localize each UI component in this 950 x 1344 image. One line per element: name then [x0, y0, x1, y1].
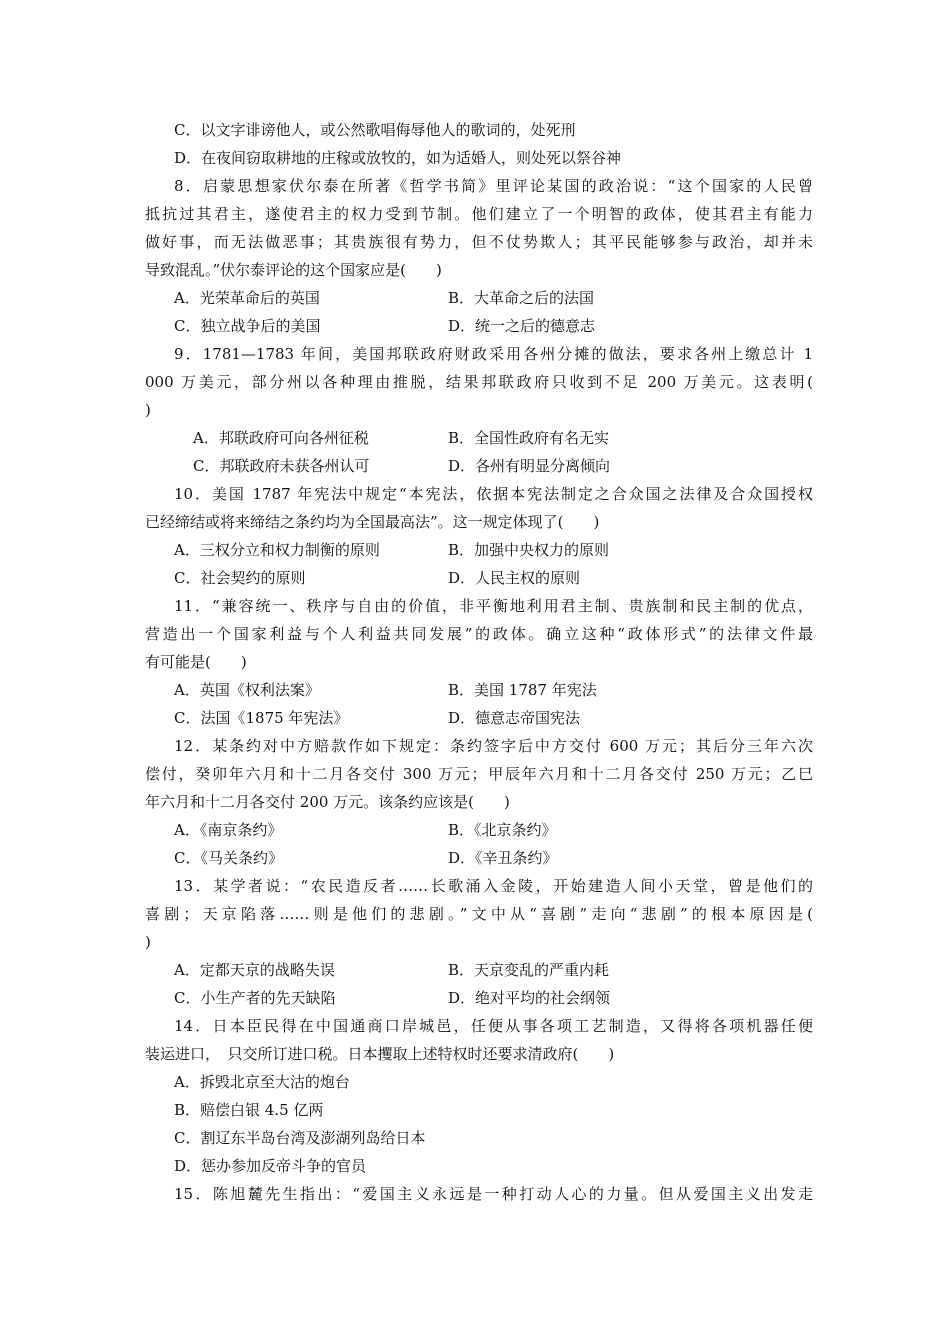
- q13-stem-line-1: 13．某学者说：“农民造反者……长歌涌入金陵，开始建造人间小天堂，曾是他们的: [174, 877, 813, 895]
- q12-option-b: B．《北京条约》: [448, 821, 557, 839]
- q8-option-d: D．统一之后的德意志: [448, 317, 596, 335]
- q8-stem-line-4: 导致混乱。”伏尔泰评论的这个国家应是( ): [145, 261, 442, 279]
- q13-option-a: A．定都天京的战略失误: [174, 961, 335, 979]
- q8-stem-line-2: 抵抗过其君主，遂使君主的权力受到节制。他们建立了一个明智的政体，使其君主有能力: [145, 205, 813, 223]
- q9-stem-line-3: ): [145, 401, 151, 419]
- q7-option-d: D．在夜间窃取耕地的庄稼或放牧的，如为适婚人，则处死以祭谷神: [174, 149, 622, 167]
- q8-option-a: A．光荣革命后的英国: [174, 289, 320, 307]
- q7-option-c: C．以文字诽谤他人，或公然歌唱侮辱他人的歌词的，处死刑: [174, 121, 576, 139]
- q11-option-b: B．美国 1787 年宪法: [448, 681, 597, 699]
- q13-option-c: C．小生产者的先天缺陷: [174, 989, 336, 1007]
- q10-option-c: C．社会契约的原则: [174, 569, 306, 587]
- q10-option-a: A．三权分立和权力制衡的原则: [174, 541, 380, 559]
- q8-stem-line-3: 做好事，而无法做恶事；其贵族很有势力，但不仗势欺人；其平民能够参与政治，却并未: [145, 233, 813, 251]
- q8-stem-line-1: 8．启蒙思想家伏尔泰在所著《哲学书简》里评论某国的政治说：“这个国家的人民曾: [174, 177, 813, 195]
- q8-option-c: C．独立战争后的美国: [174, 317, 321, 335]
- q9-option-c: C．邦联政府未获各州认可: [193, 457, 370, 475]
- q12-stem-line-1: 12．某条约对中方赔款作如下规定：条约签字后中方交付 600 万元；其后分三年六次: [174, 737, 813, 755]
- q15-stem-line-1: 15．陈旭麓先生指出：“爱国主义永远是一种打动人心的力量。但从爱国主义出发走: [174, 1185, 813, 1203]
- q10-option-d: D．人民主权的原则: [448, 569, 581, 587]
- q12-option-a: A．《南京条约》: [174, 821, 283, 839]
- q9-stem-line-1: 9．1781—1783 年间，美国邦联政府财政采用各州分摊的做法，要求各州上缴总计 1: [174, 345, 813, 363]
- q13-option-d: D．绝对平均的社会纲领: [448, 989, 611, 1007]
- q14-stem-line-1: 14．日本臣民得在中国通商口岸城邑，任便从事各项工艺制造，又得将各项机器任便: [174, 1017, 813, 1035]
- q14-option-c: C．割辽东半岛台湾及澎湖列岛给日本: [174, 1129, 426, 1147]
- q11-option-c: C．法国《1875 年宪法》: [174, 709, 349, 727]
- q11-option-a: A．英国《权利法案》: [174, 681, 320, 699]
- q9-option-a: A．邦联政府可向各州征税: [193, 429, 369, 447]
- q12-option-c: C．《马关条约》: [174, 849, 283, 867]
- q14-option-b: B．赔偿白银 4.5 亿两: [174, 1101, 324, 1119]
- q13-stem-line-3: ): [145, 933, 151, 951]
- q11-option-d: D．德意志帝国宪法: [448, 709, 581, 727]
- q11-stem-line-3: 有可能是( ): [145, 653, 247, 671]
- q12-option-d: D．《辛丑条约》: [448, 849, 558, 867]
- q9-option-d: D．各州有明显分离倾向: [448, 457, 611, 475]
- q11-stem-line-2: 营造出一个国家利益与个人利益共同发展”的政体。确立这种“政体形式”的法律文件最: [145, 625, 813, 643]
- q14-stem-line-2: 装运进口， 只交所订进口税。日本攫取上述特权时还要求清政府( ): [145, 1045, 615, 1063]
- q9-option-b: B．全国性政府有名无实: [448, 429, 610, 447]
- q12-stem-line-2: 偿付，癸卯年六月和十二月各交付 300 万元；甲辰年六月和十二月各交付 250 万元；乙巳: [145, 765, 813, 783]
- q14-option-a: A．拆毁北京至大沽的炮台: [174, 1073, 350, 1091]
- q10-stem-line-1: 10．美国 1787 年宪法中规定“本宪法，依据本宪法制定之合众国之法律及合众国授权: [174, 485, 813, 503]
- q13-option-b: B．天京变乱的严重内耗: [448, 961, 610, 979]
- q9-stem-line-2: 000 万美元，部分州以各种理由推脱，结果邦联政府只收到不足 200 万美元。这表明(: [145, 373, 813, 391]
- q11-stem-line-1: 11．“兼容统一、秩序与自由的价值，非平衡地利用君主制、贵族制和民主制的优点，: [174, 597, 813, 615]
- q12-stem-line-3: 年六月和十二月各交付 200 万元。该条约应该是( ): [145, 793, 510, 811]
- q10-option-b: B．加强中央权力的原则: [448, 541, 610, 559]
- q14-option-d: D．惩办参加反帝斗争的官员: [174, 1157, 367, 1175]
- q13-stem-line-2: 喜剧；天京陷落……则是他们的悲剧。”文中从“喜剧”走向“悲剧”的根本原因是(: [145, 905, 813, 923]
- q10-stem-line-2: 已经缔结或将来缔结之条约均为全国最高法”。这一规定体现了( ): [145, 513, 600, 531]
- q8-option-b: B．大革命之后的法国: [448, 289, 595, 307]
